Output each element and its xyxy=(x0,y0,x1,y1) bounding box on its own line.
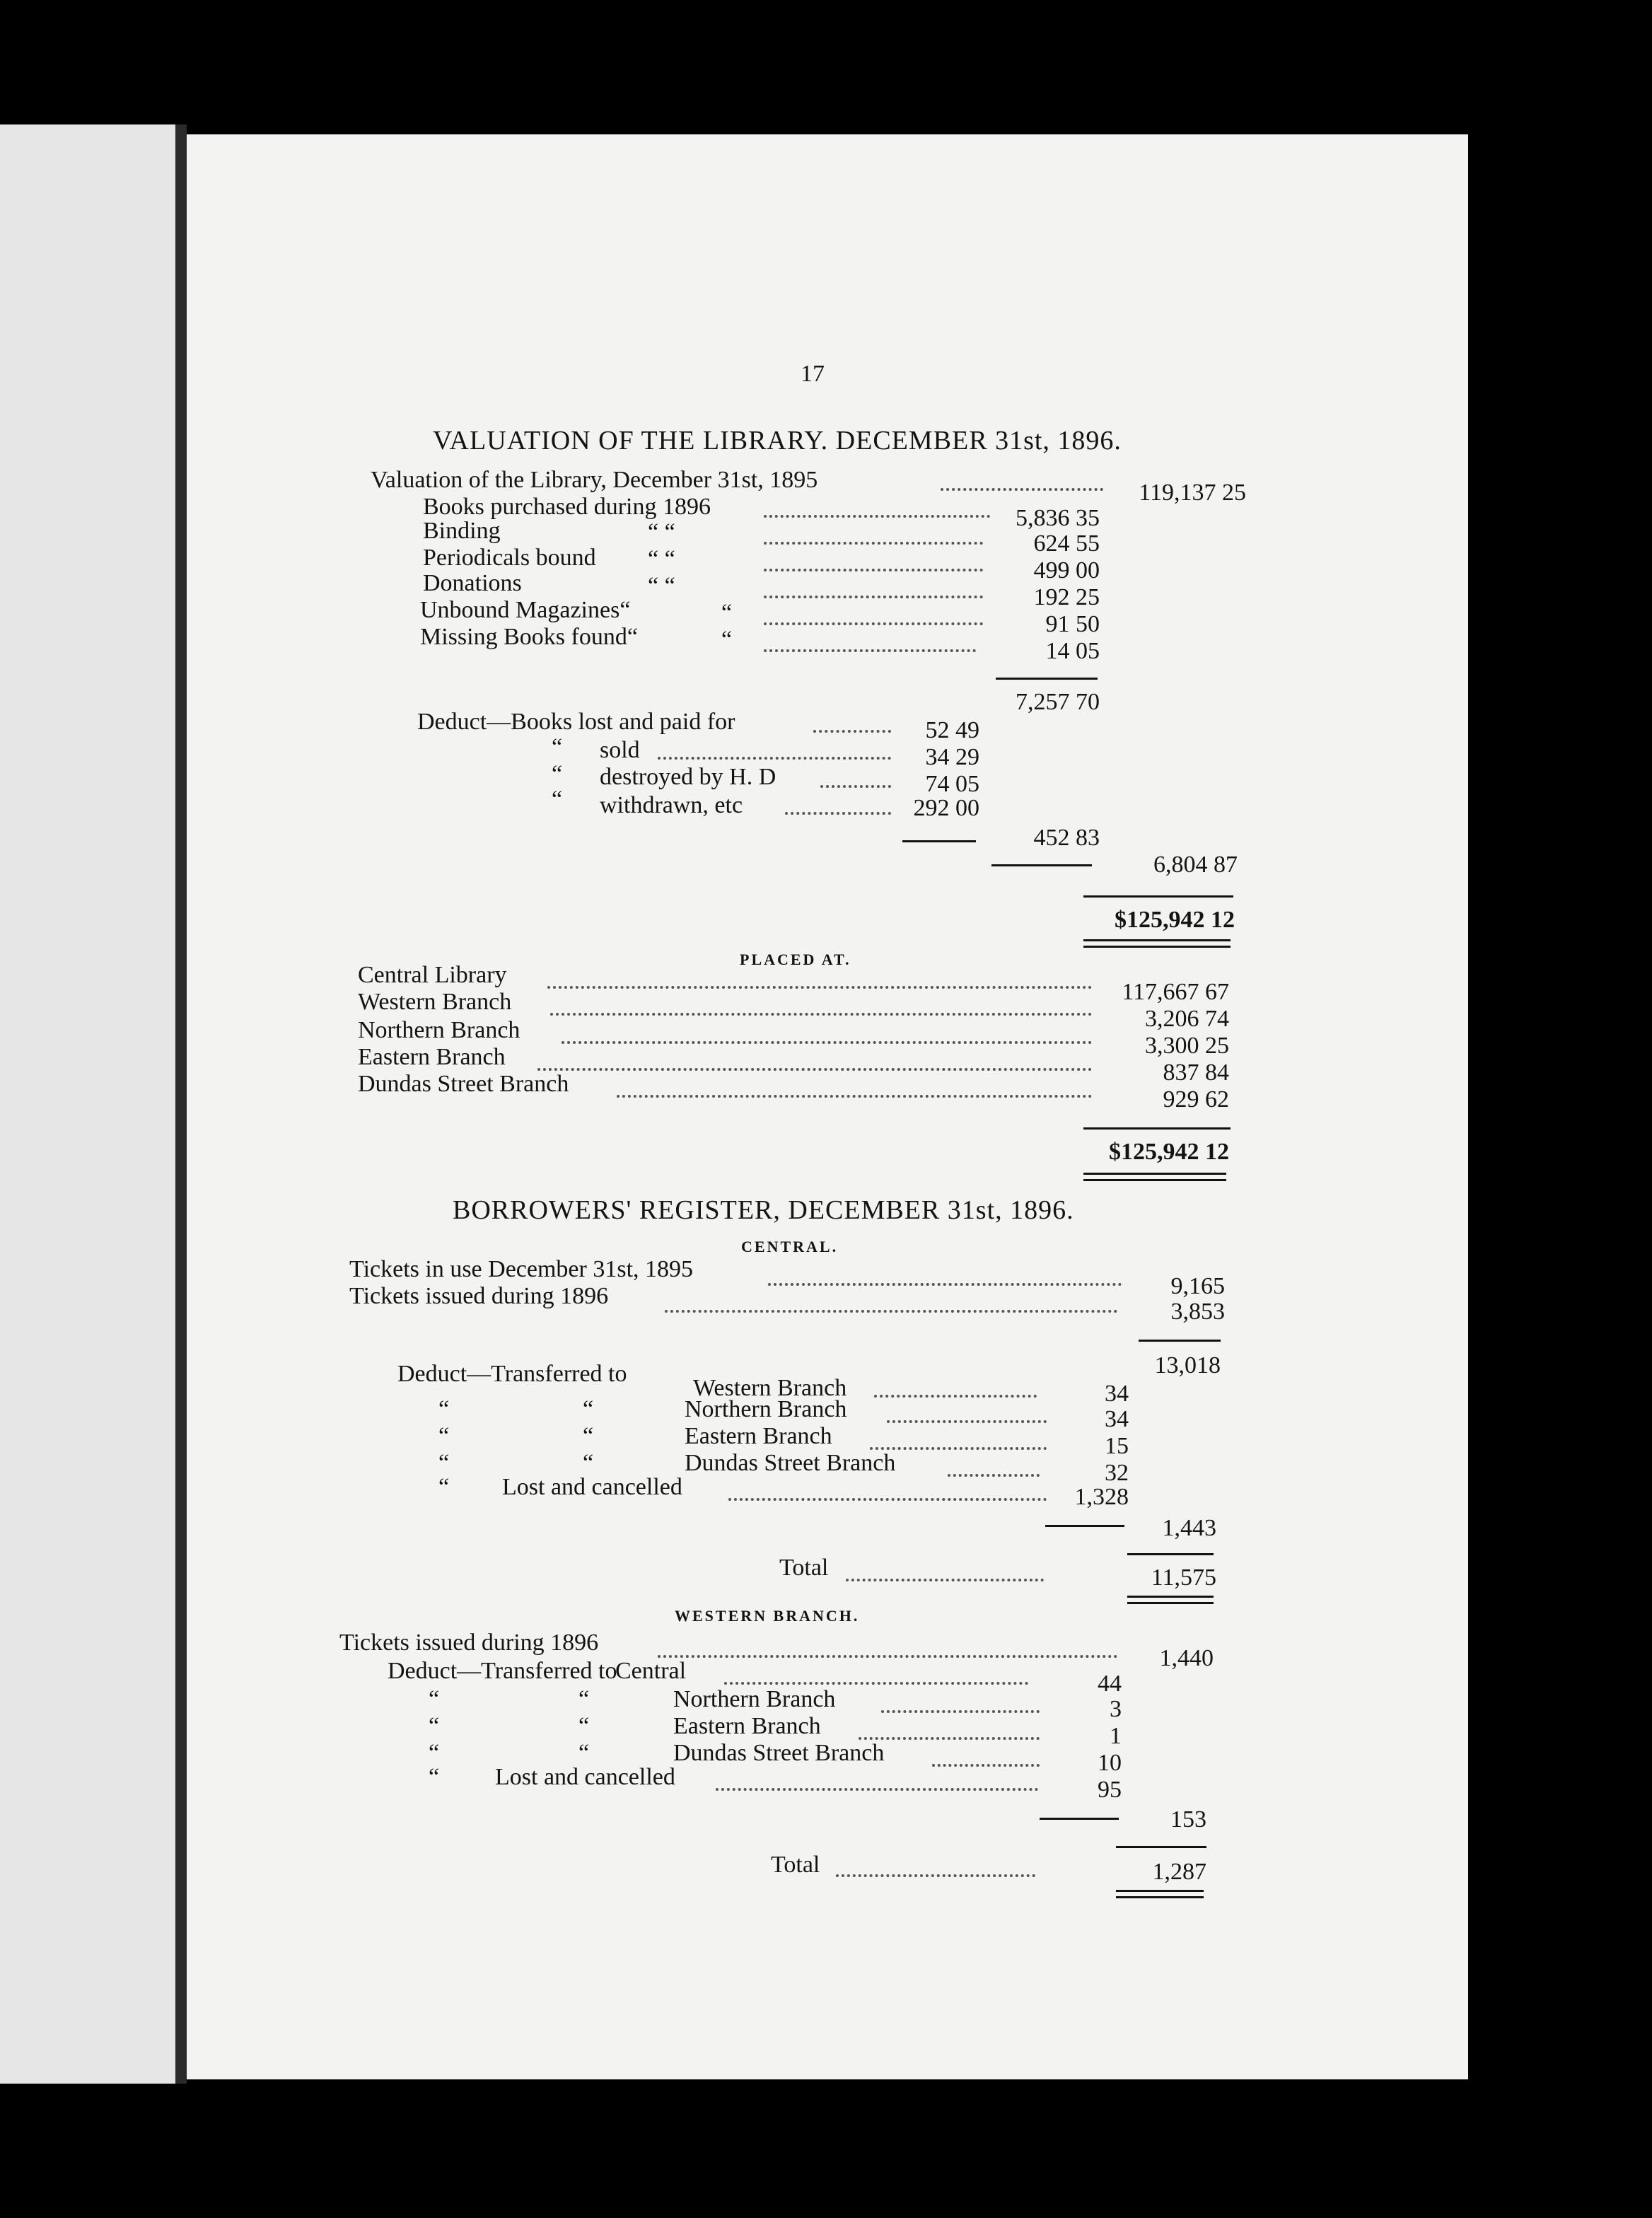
sum-rule xyxy=(1139,1340,1221,1342)
sum-rule xyxy=(1083,1127,1231,1130)
book-spine xyxy=(175,124,187,2084)
western-deduct-label: Eastern Branch xyxy=(673,1713,821,1739)
dot-leader xyxy=(716,1788,1038,1791)
placed-at-value: 3,206 74 xyxy=(1145,1006,1229,1032)
left-page-edge xyxy=(0,124,177,2084)
addition-value: 14 05 xyxy=(1045,638,1100,664)
ditto-mark: “ “ xyxy=(648,519,675,545)
dot-leader xyxy=(617,1095,1092,1098)
dot-leader xyxy=(870,1447,1047,1450)
deduction-value: 52 49 xyxy=(925,717,979,743)
central-heading: CENTRAL. xyxy=(741,1238,839,1255)
double-rule xyxy=(1127,1596,1214,1604)
western-issued-value: 1,440 xyxy=(1159,1645,1214,1671)
western-deduct-value: 1 xyxy=(1110,1723,1122,1749)
ditto-mark: “ xyxy=(429,1713,440,1739)
dot-leader xyxy=(874,1395,1037,1398)
addition-value: 91 50 xyxy=(1045,611,1100,637)
central-deduct-label: Lost and cancelled xyxy=(502,1474,682,1500)
dot-leader xyxy=(948,1474,1040,1477)
dot-leader xyxy=(764,542,983,545)
central-row-value: 9,165 xyxy=(1170,1273,1225,1299)
dot-leader xyxy=(537,1068,1092,1071)
double-rule xyxy=(1116,1890,1204,1898)
dot-leader xyxy=(665,1310,1117,1313)
ditto-mark: “ xyxy=(578,1740,590,1766)
ditto-mark: “ xyxy=(583,1450,594,1476)
double-rule xyxy=(1083,1173,1226,1181)
western-total-label: Total xyxy=(771,1852,820,1878)
sum-rule xyxy=(1083,895,1233,898)
dot-leader xyxy=(764,569,983,571)
placed-at-value: 837 84 xyxy=(1163,1059,1229,1086)
western-deduct-value: 95 xyxy=(1098,1777,1122,1803)
central-row-label: Tickets in use December 31st, 1895 xyxy=(349,1256,694,1282)
deduction-value: 34 29 xyxy=(925,744,979,770)
addition-label: Books purchased during 1896 xyxy=(423,494,711,520)
western-deductions-total: 153 xyxy=(1170,1806,1206,1833)
deduction-label: destroyed by H. D xyxy=(600,764,776,790)
central-deduct-value: 15 xyxy=(1105,1433,1129,1459)
dot-leader xyxy=(881,1710,1040,1713)
ditto-mark: “ xyxy=(583,1423,594,1449)
central-subtotal: 13,018 xyxy=(1154,1352,1221,1378)
dot-leader xyxy=(728,1498,1047,1501)
central-deduct-value: 34 xyxy=(1105,1381,1129,1407)
placed-at-value: 117,667 67 xyxy=(1122,979,1229,1005)
central-total-label: Total xyxy=(779,1555,829,1581)
sum-rule xyxy=(996,678,1098,680)
ditto-mark: “ xyxy=(578,1713,590,1739)
central-row-value: 3,853 xyxy=(1170,1299,1225,1325)
dot-leader xyxy=(836,1874,1035,1877)
western-deduct-prefix: Deduct—Transferred to xyxy=(388,1658,617,1684)
western-deduct-label: Central xyxy=(615,1658,687,1684)
dot-leader xyxy=(724,1682,1028,1685)
dot-leader xyxy=(547,986,1092,989)
western-issued-label: Tickets issued during 1896 xyxy=(339,1630,599,1656)
ditto-mark: “ xyxy=(429,1740,440,1766)
double-rule xyxy=(1083,939,1231,948)
net-addition: 6,804 87 xyxy=(1153,852,1238,878)
addition-label: Unbound Magazines“ xyxy=(420,597,631,623)
addition-value: 499 00 xyxy=(1033,557,1100,583)
dot-leader xyxy=(764,596,983,598)
valuation-opening-value: 119,137 25 xyxy=(1139,480,1246,506)
central-deduct-prefix: Deduct—Transferred to xyxy=(397,1361,627,1387)
dot-leader xyxy=(785,812,891,815)
dot-leader xyxy=(859,1737,1040,1740)
addition-value: 624 55 xyxy=(1033,530,1100,557)
ditto-mark: “ xyxy=(552,734,563,760)
sum-rule xyxy=(1127,1553,1214,1555)
valuation-title: VALUATION OF THE LIBRARY. DECEMBER 31st, 1896. xyxy=(433,426,1122,455)
ditto-mark: “ xyxy=(438,1396,450,1422)
central-deduct-label: Dundas Street Branch xyxy=(685,1450,896,1476)
valuation-opening-label: Valuation of the Library, December 31st, 1895 xyxy=(371,467,818,493)
addition-label: Donations xyxy=(423,570,522,596)
dot-leader xyxy=(932,1764,1040,1767)
ditto-mark: “ xyxy=(552,761,563,787)
sum-rule xyxy=(991,864,1092,866)
central-deduct-value: 1,328 xyxy=(1074,1484,1129,1510)
dot-leader xyxy=(550,1013,1092,1016)
deduction-label: Deduct—Books lost and paid for xyxy=(417,709,735,735)
ditto-mark: “ xyxy=(721,600,733,626)
western-deduct-label: Lost and cancelled xyxy=(495,1764,675,1790)
borrowers-title: BORROWERS' REGISTER, DECEMBER 31st, 1896. xyxy=(453,1195,1074,1225)
dot-leader xyxy=(562,1041,1092,1044)
page-number: 17 xyxy=(801,361,825,387)
central-deduct-value: 34 xyxy=(1105,1406,1129,1432)
ditto-mark: “ “ xyxy=(648,546,675,572)
addition-value: 5,836 35 xyxy=(1016,505,1100,531)
sum-rule xyxy=(902,840,976,842)
dot-leader xyxy=(887,1420,1047,1423)
placed-at-label: Dundas Street Branch xyxy=(358,1071,569,1097)
valuation-grand-total: $125,942 12 xyxy=(1115,907,1235,933)
placed-at-heading: PLACED AT. xyxy=(740,951,851,968)
central-deductions-total: 1,443 xyxy=(1162,1515,1216,1541)
dot-leader xyxy=(658,1655,1117,1658)
western-heading: WESTERN BRANCH. xyxy=(675,1607,860,1625)
additions-total: 7,257 70 xyxy=(1016,689,1100,715)
western-deduct-label: Northern Branch xyxy=(673,1686,836,1712)
dot-leader xyxy=(846,1579,1044,1581)
addition-label: Missing Books found“ xyxy=(420,624,638,650)
addition-value: 192 25 xyxy=(1033,584,1100,610)
dot-leader xyxy=(768,1283,1122,1286)
deduction-value: 292 00 xyxy=(913,795,979,821)
ditto-mark: “ “ xyxy=(648,573,675,599)
central-deduct-label: Northern Branch xyxy=(685,1396,847,1422)
placed-at-label: Northern Branch xyxy=(358,1017,520,1043)
dot-leader xyxy=(941,488,1103,491)
western-deduct-label: Dundas Street Branch xyxy=(673,1740,885,1766)
placed-at-label: Western Branch xyxy=(358,989,512,1015)
central-deduct-value: 32 xyxy=(1105,1460,1129,1486)
deductions-total: 452 83 xyxy=(1033,825,1100,851)
deduction-label: withdrawn, etc xyxy=(600,792,743,818)
placed-at-label: Eastern Branch xyxy=(358,1044,506,1070)
ditto-mark: “ xyxy=(438,1474,450,1500)
placed-at-value: 929 62 xyxy=(1163,1086,1229,1113)
ditto-mark: “ xyxy=(578,1686,590,1712)
dot-leader xyxy=(764,515,990,518)
dot-leader xyxy=(764,649,976,652)
ditto-mark: “ xyxy=(552,786,563,813)
central-total: 11,575 xyxy=(1151,1564,1216,1591)
placed-at-total: $125,942 12 xyxy=(1109,1139,1229,1165)
ditto-mark: “ xyxy=(583,1396,594,1422)
placed-at-value: 3,300 25 xyxy=(1145,1033,1229,1059)
ditto-mark: “ xyxy=(438,1423,450,1449)
addition-label: Periodicals bound xyxy=(423,545,596,571)
western-deduct-value: 10 xyxy=(1098,1750,1122,1776)
western-deduct-value: 44 xyxy=(1098,1671,1122,1697)
western-deduct-value: 3 xyxy=(1110,1696,1122,1722)
addition-label: Binding xyxy=(423,518,501,544)
dot-leader xyxy=(658,757,891,760)
western-total: 1,287 xyxy=(1152,1859,1206,1885)
sum-rule xyxy=(1116,1846,1206,1848)
dot-leader xyxy=(764,622,983,625)
central-row-label: Tickets issued during 1896 xyxy=(349,1283,609,1309)
central-deduct-label: Western Branch xyxy=(693,1375,847,1401)
deduction-label: sold xyxy=(600,737,640,763)
ditto-mark: “ xyxy=(429,1686,440,1712)
ditto-mark: “ xyxy=(429,1764,440,1790)
deduction-value: 74 05 xyxy=(925,771,979,797)
ditto-mark: “ xyxy=(721,627,733,653)
ditto-mark: “ xyxy=(438,1450,450,1476)
central-deduct-label: Eastern Branch xyxy=(685,1423,832,1449)
placed-at-label: Central Library xyxy=(358,962,507,988)
